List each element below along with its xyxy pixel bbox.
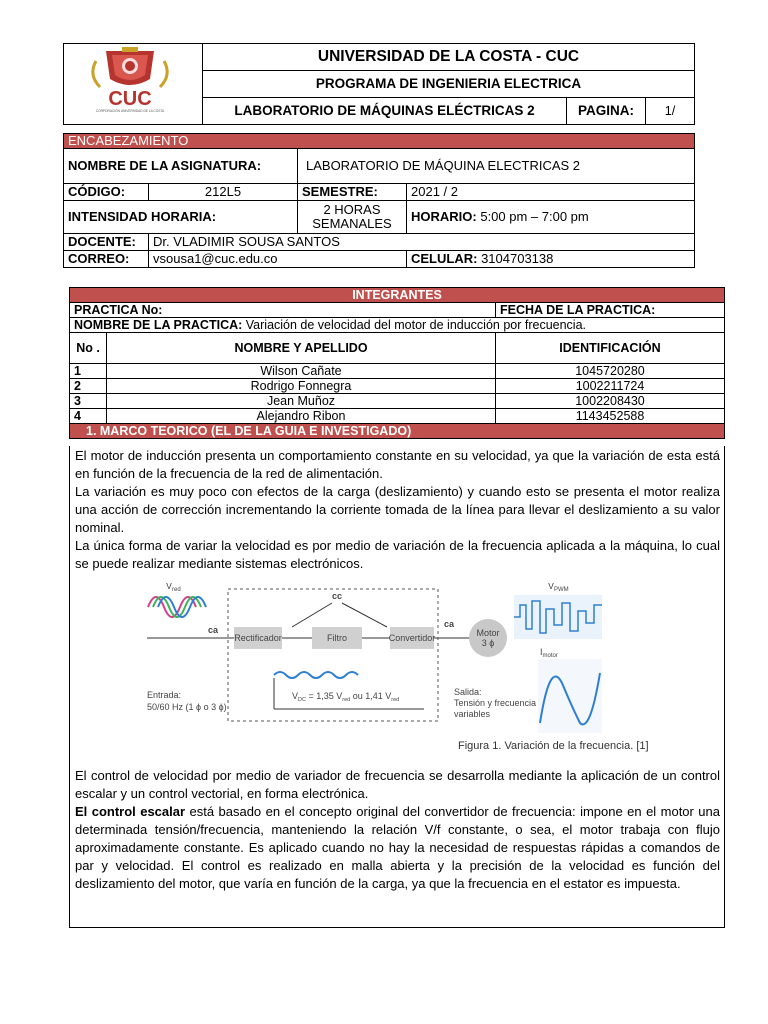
v-red-label: $V_{red}$ xyxy=(166,583,181,593)
row-no: 1 xyxy=(70,364,107,379)
marco-title: 1. MARCO TEORICO (EL DE LA GUIA E INVESTIGADO) xyxy=(70,424,725,439)
row-no: 4 xyxy=(70,409,107,424)
salida-variables-label: variables xyxy=(454,709,491,719)
fecha-label: FECHA DE LA PRACTICA: xyxy=(496,303,725,318)
motor-label: Motor xyxy=(476,628,500,638)
motor-current-waveform-icon xyxy=(538,659,602,733)
cc-label: cc xyxy=(332,591,343,601)
celular-value: 3104703138 xyxy=(481,251,554,266)
page-label: PAGINA: xyxy=(567,98,646,125)
nombre-practica-value: Variación de velocidad del motor de inducción por frecuencia. xyxy=(245,318,587,332)
header-table xyxy=(63,43,695,125)
convertidor-label: Convertidor xyxy=(388,633,436,643)
i-motor-label: $I_{motor}$ xyxy=(540,647,558,659)
asignatura-label: NOMBRE DE LA ASIGNATURA: xyxy=(64,149,298,184)
asignatura-value: LABORATORIO DE MÁQUINA ELECTRICAS 2 xyxy=(298,149,695,184)
row-no: 2 xyxy=(70,379,107,394)
horario-cell xyxy=(407,201,695,234)
row-nombre: Alejandro Ribon xyxy=(107,409,496,424)
row-nombre: Rodrigo Fonnegra xyxy=(107,379,496,394)
row-id: 1002211724 xyxy=(496,379,725,394)
marco-p1: El motor de inducción presenta un comportamiento constante en su velocidad, ya que la variación de esta está en función de la frecuencia de la red de alimentación. xyxy=(75,448,720,481)
practica-label: PRACTICA No: xyxy=(70,303,496,318)
pwm-waveform-icon xyxy=(514,595,602,639)
marco-p5 xyxy=(75,803,720,893)
table-row xyxy=(70,409,725,424)
horario-value: 5:00 pm – 7:00 pm xyxy=(480,209,589,224)
nombre-practica-label: NOMBRE DE LA PRACTICA: xyxy=(74,318,243,332)
salida-label: Salida: xyxy=(454,687,482,697)
salida-detail-label: Tensión y frecuencia xyxy=(454,698,537,708)
control-escalar-term: El control escalar xyxy=(75,804,186,819)
docente-label: DOCENTE: xyxy=(64,234,149,251)
table-row xyxy=(70,394,725,409)
logo-subtext: CORPORACIÓN UNIVERSIDAD DE LA COSTA xyxy=(95,109,165,113)
encabezamiento-title: ENCABEZAMIENTO xyxy=(64,134,695,149)
celular-cell xyxy=(407,251,695,268)
table-row xyxy=(70,379,725,394)
integrantes-table xyxy=(69,287,725,439)
input-waves-icon xyxy=(148,597,206,617)
row-id: 1143452588 xyxy=(496,409,725,424)
rectificador-label: Rectificador xyxy=(234,633,282,643)
horario-label: HORARIO: xyxy=(411,209,477,224)
figure-caption: Figura 1. Variación de la frecuencia. [1] xyxy=(458,740,649,752)
intensidad-value: 2 HORAS SEMANALES xyxy=(298,201,407,234)
marco-p2: La variación es muy poco con efectos de la carga (deslizamiento) y cuando esto se presenta el motor realiza una acción de corrección incrementando la corriente tomada de la línea para llevar el deslizamiento a su valor nominal. xyxy=(75,484,720,535)
filtro-label: Filtro xyxy=(327,633,347,643)
codigo-label: CÓDIGO: xyxy=(64,184,149,201)
encabezamiento-table xyxy=(63,133,695,268)
semestre-label: SEMESTRE: xyxy=(298,184,407,201)
logo-cell xyxy=(64,44,203,125)
frequency-variation-figure xyxy=(142,583,602,733)
dc-ripple-icon xyxy=(274,672,358,678)
logo-text: CUC xyxy=(108,88,152,110)
control-escalar-text: está basado en el concepto original del convertidor de frecuencia: impone en el motor una determinada tensión/frecuencia, manteniendo la relación V/f constante, o sea, el motor trabaja con flujo aproximadamente constante. Es aplicado cuando no hay la necesidad de respuestas rápidas a comandos de par y velocidad. El control es realizado en malla abierta y la precisión de la velocidad es función del deslizamiento del motor, que varía en función de la carga, ya que la frecuencia en el estator es impuesta. xyxy=(75,804,720,891)
docente-value: Dr. VLADIMIR SOUSA SANTOS xyxy=(149,234,695,251)
codigo-value: 212L5 xyxy=(149,184,298,201)
row-id: 1002208430 xyxy=(496,394,725,409)
program-name: PROGRAMA DE INGENIERIA ELECTRICA xyxy=(203,71,695,98)
nombre-practica-cell xyxy=(70,318,725,333)
page-value: 1/ xyxy=(646,98,695,125)
table-row xyxy=(70,364,725,379)
lab-name: LABORATORIO DE MÁQUINAS ELÉCTRICAS 2 xyxy=(203,98,567,125)
semestre-value: 2021 / 2 xyxy=(407,184,695,201)
correo-label: CORREO: xyxy=(64,251,149,268)
integrantes-title: INTEGRANTES xyxy=(70,288,725,303)
ca-right-label: ca xyxy=(444,619,455,629)
entrada-freq-label: 50/60 Hz (1 ϕ o 3 ϕ) xyxy=(147,702,227,712)
celular-label: CELULAR: xyxy=(411,251,478,266)
row-nombre: Jean Muñoz xyxy=(107,394,496,409)
correo-value: vsousa1@cuc.edu.co xyxy=(149,251,407,268)
col-id-header: IDENTIFICACIÓN xyxy=(496,333,725,364)
university-name: UNIVERSIDAD DE LA COSTA - CUC xyxy=(203,44,695,71)
marco-p3: La única forma de variar la velocidad es por medio de variación de la frecuencia aplicada a la máquina, lo cual se puede realizar mediante sistemas electrónicos. xyxy=(75,538,720,571)
ca-left-label: ca xyxy=(208,625,219,635)
marco-p4: El control de velocidad por medio de variador de frecuencia se desarrolla mediante la aplicación de un control escalar y un control vectorial, en forma electrónica. xyxy=(75,768,720,801)
intensidad-label: INTENSIDAD HORARIA: xyxy=(64,201,298,234)
motor-phase-label: 3 ϕ xyxy=(481,638,495,648)
v-pwm-label: $V_{PWM}$ xyxy=(548,583,569,593)
col-nombre-header: NOMBRE Y APELLIDO xyxy=(107,333,496,364)
row-no: 3 xyxy=(70,394,107,409)
entrada-label: Entrada: xyxy=(147,690,182,700)
row-id: 1045720280 xyxy=(496,364,725,379)
col-no-header: No . xyxy=(70,333,107,364)
row-nombre: Wilson Cañate xyxy=(107,364,496,379)
vdc-formula: $V_{DC} = 1,35$ $V_{red}$ ou 1,41 $V_{red}$ xyxy=(292,691,400,703)
